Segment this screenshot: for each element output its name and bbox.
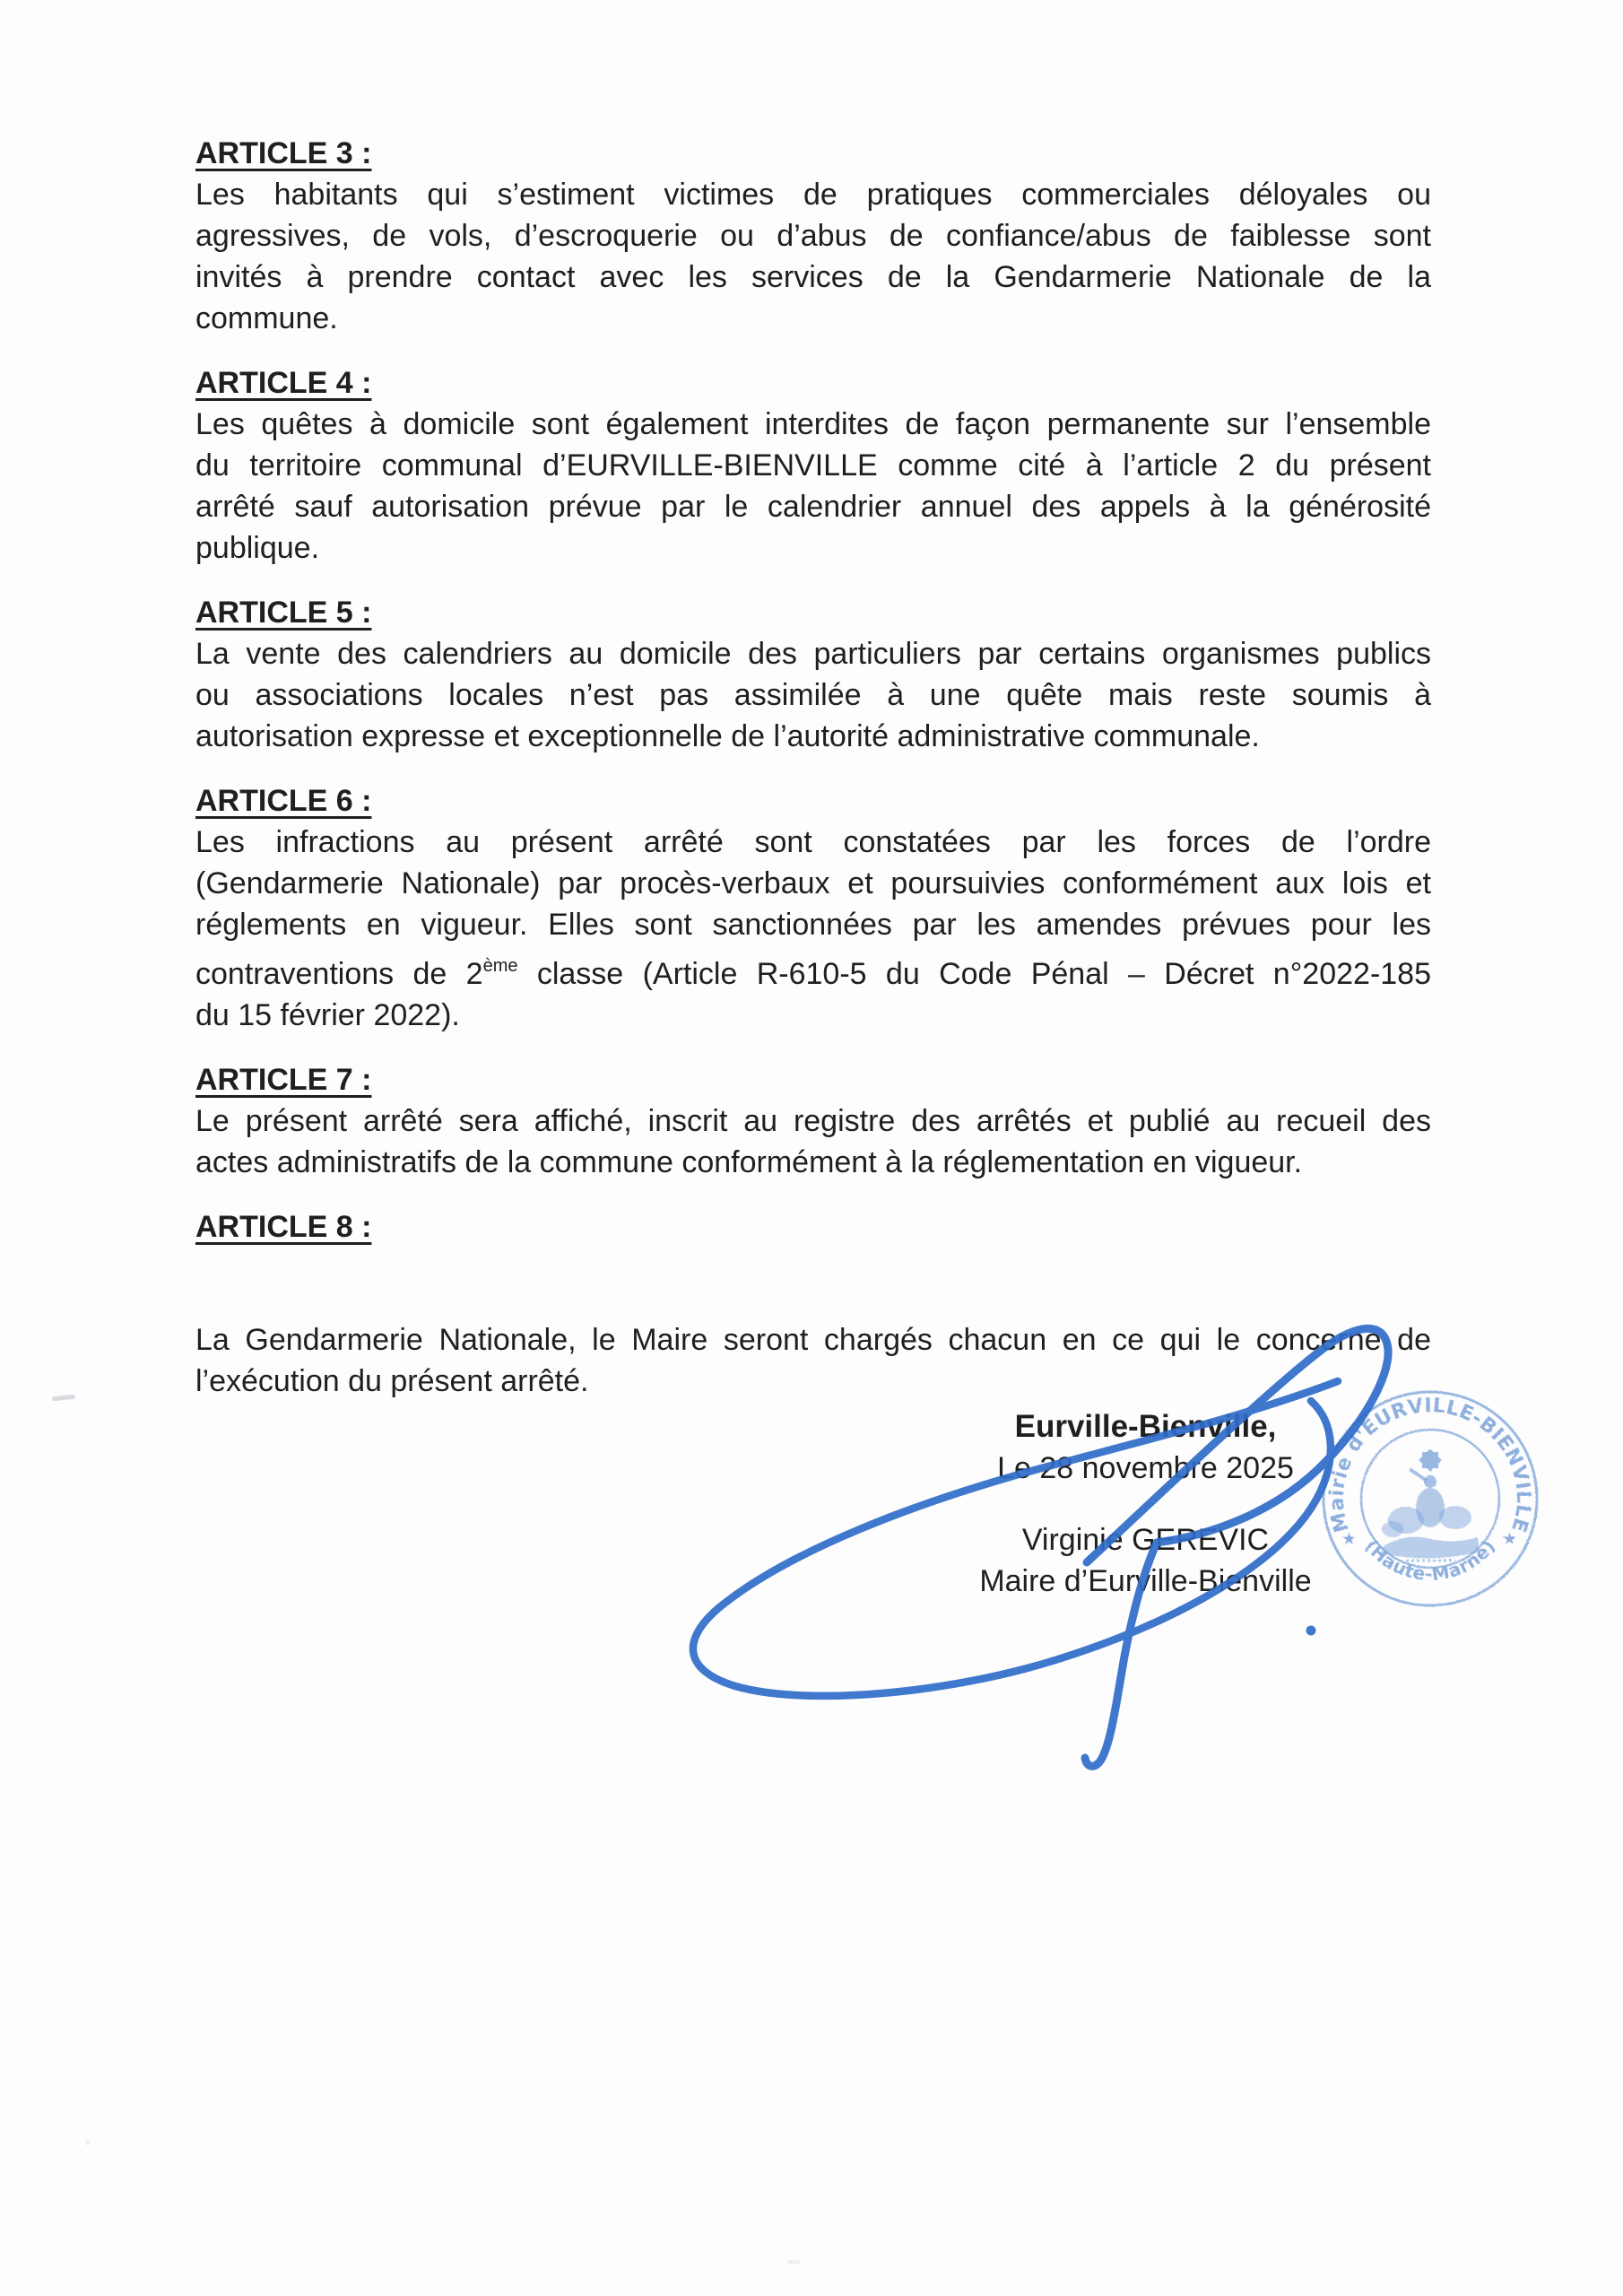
document-content [195,133,1431,1425]
article-3 [195,133,1431,339]
article-body-line: Le présent arrêté sera affiché, inscrit au registre des arrêtés et publié au recueil des [195,1104,1431,1138]
stamp-arc-bottom-text: (Haute-Marne) [1360,1535,1500,1586]
article-heading: ARTICLE 4 : [195,366,372,400]
article-6 [195,780,1431,1036]
article-body-line: invités à prendre contact avec les services de la Gendarmerie Nationale de la [195,260,1431,294]
body-text: contraventions de 2 [195,957,483,991]
article-body-line: Les habitants qui s’estiment victimes de pratiques commerciales déloyales ou [195,178,1431,212]
article-body-line: agressives, de vols, d’escroquerie ou d’abus de confiance/abus de faiblesse sont [195,219,1431,253]
handwritten-signature [628,1274,1435,1812]
article-body-line: du territoire communal d’EURVILLE-BIENVILLE comme cité à l’article 2 du présent [195,448,1431,483]
article-4 [195,362,1431,569]
scan-artifact-dash [52,1395,75,1402]
article-body-line: l’exécution du présent arrêté. [195,1364,589,1398]
signatory-title: Maire d’Eurville-Bienville [979,1564,1312,1598]
article-body-line: Les quêtes à domicile sont également interdites de façon permanente sur l’ensemble [195,407,1431,441]
article-heading: ARTICLE 7 : [195,1063,372,1097]
article-body-line: (Gendarmerie Nationale) par procès-verbaux et poursuivies conformément aux lois et [195,866,1431,900]
body-text: classe (Article R-610-5 du Code Pénal – Décret n°2022-185 [517,957,1431,991]
signature-ink-dot [1306,1626,1316,1636]
article-body-line: arrêté sauf autorisation prévue par le calendrier annuel des appels à la générosité [195,490,1431,524]
article-heading: ARTICLE 8 : [195,1210,372,1244]
signatory-name: Virginie GEREVIC [1021,1523,1270,1557]
superscript-ordinal: ème [482,956,518,976]
signature-city: Eurville-Bienville, [1014,1409,1277,1444]
signature-strokes [693,1328,1388,1766]
signature-tail-stroke [1085,1328,1388,1766]
article-5 [195,592,1431,757]
scan-artifact-speck [787,2260,800,2264]
article-body-line: réglements en vigueur. Elles sont sanctionnées par les amendes prévues pour les [195,908,1431,942]
article-body-line: du 15 février 2022). [195,998,460,1032]
article-body-line: autorisation expresse et exceptionnelle de l’autorité administrative communale. [195,719,1260,753]
article-body-line: Les infractions au présent arrêté sont constatées par les forces de l’ordre [195,825,1431,859]
article-body-line: commune. [195,301,338,335]
article-body-line: publique. [195,531,320,565]
article-body-line: ou associations locales n’est pas assimilée à une quête mais reste soumis à [195,678,1431,712]
article-body-line: actes administratifs de la commune conformément à la réglementation en vigueur. [195,1145,1303,1179]
stamp-arc-top-text: Mairie d'EURVILLE-BIENVILLE [1325,1395,1535,1535]
star-icon: ★ [1341,1529,1358,1549]
article-body-line: La vente des calendriers au domicile des particuliers par certains organismes publics [195,637,1431,671]
article-heading: ARTICLE 6 : [195,784,372,818]
star-icon: ★ [1502,1529,1518,1549]
signature-date: Le 28 novembre 2025 [997,1451,1294,1485]
signature-loop-stroke [693,1381,1338,1696]
article-heading: ARTICLE 3 : [195,136,372,170]
scan-artifact-speck [85,2140,91,2145]
article-body-line: La Gendarmerie Nationale, le Maire seront chargés chacun en ce qui le concerne de [195,1323,1431,1357]
article-body-line [195,945,1431,995]
article-heading: ARTICLE 5 : [195,596,372,630]
article-7 [195,1059,1431,1183]
